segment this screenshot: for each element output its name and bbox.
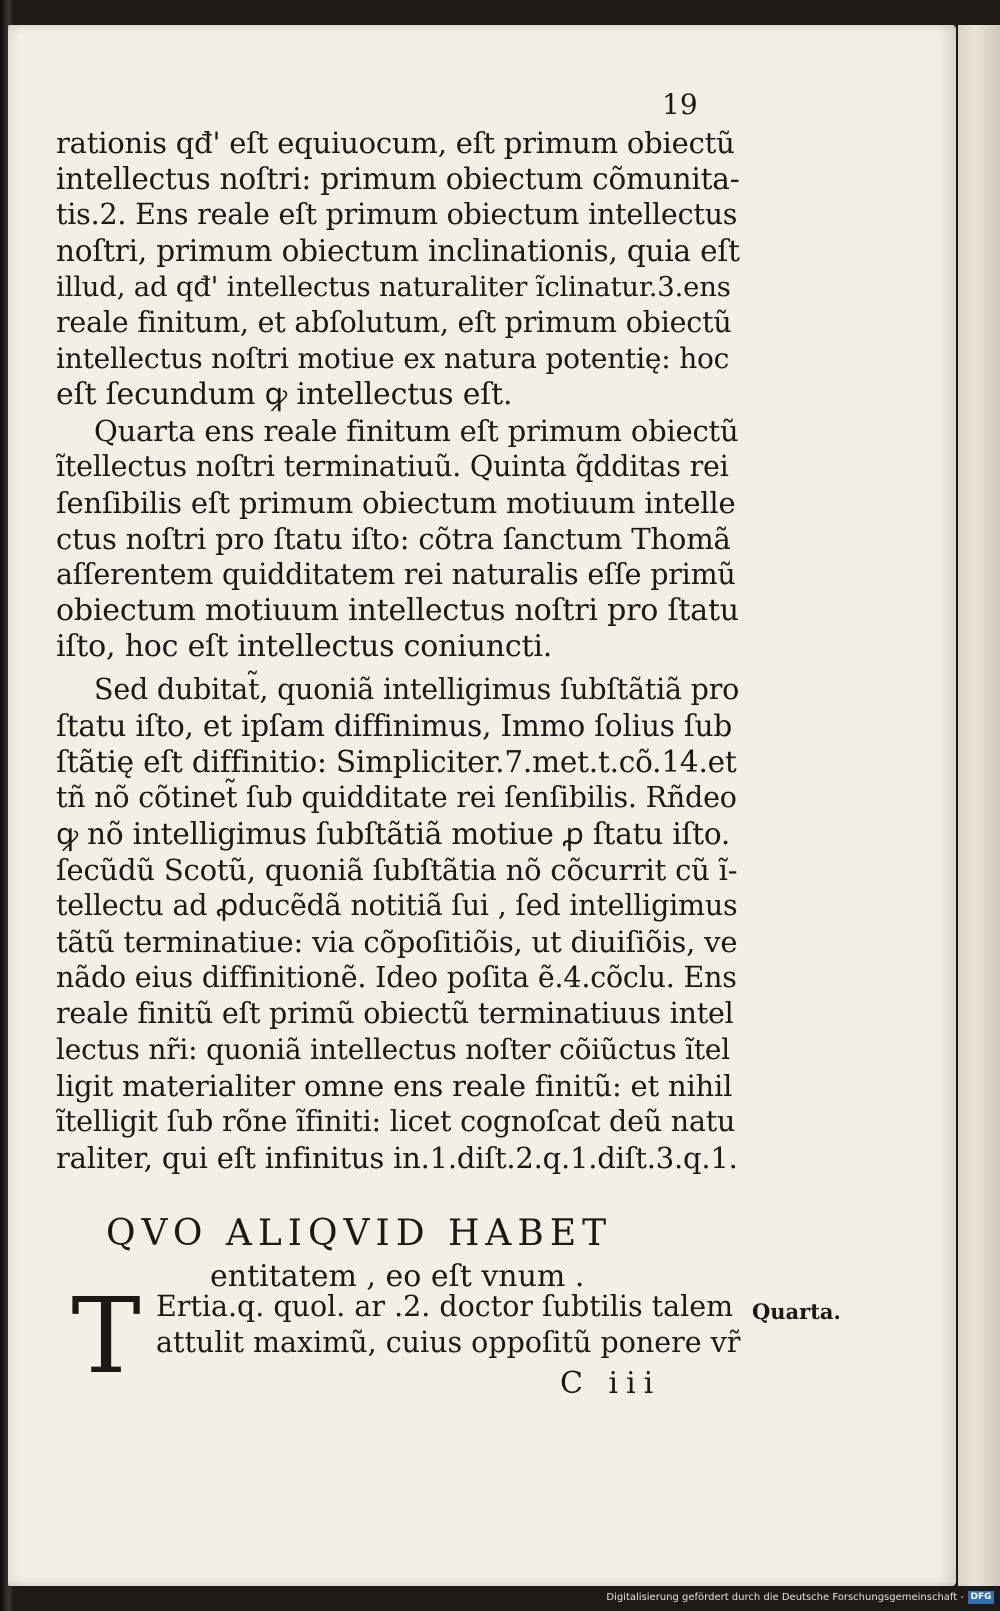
text-line: intellectus noſtri motiue ex natura potentię: hoc xyxy=(56,342,730,375)
text-line: noſtri, primum obiectum inclinationis, quia eſt xyxy=(56,234,740,268)
text-line: Ertia.q. quol. ar .2. doctor ſubtilis talem xyxy=(156,1290,734,1323)
paragraph-start-line: Sed dubitat̃, quoniã intelligimus ſubſtãtiã pro xyxy=(94,673,740,706)
text-line: tellectu ad ꝓducẽdã notitiã ſui , ſed intelligimus xyxy=(56,889,738,922)
text-line: rationis qđ' eſt equiuocum, eſt primum obiectũ xyxy=(56,126,735,160)
text-line: ligit materialiter omne ens reale finitũ: et nihil xyxy=(56,1069,733,1103)
signature-mark: C iii xyxy=(560,1366,662,1401)
text-line: iſto, hoc eſt intellectus coniuncti. xyxy=(56,629,553,664)
text-line: ſecũdũ Scotũ, quoniã ſubſtãtia nõ cõcurrit cũ ĩ- xyxy=(56,853,738,887)
paragraph-start-line: Quarta ens reale finitum eſt primum obiectũ xyxy=(94,414,739,448)
section-heading: QVO ALIQVID HABET xyxy=(106,1213,613,1254)
text-line: intellectus noſtri: primum obiectum cõmunita- xyxy=(56,162,740,196)
page-edge xyxy=(958,25,1000,1586)
text-line: aſſerentem quidditatem rei naturalis eſſe primũ xyxy=(56,558,736,591)
dfg-logo: DFG xyxy=(968,1591,994,1604)
text-line: reale finitũ eſt primũ obiectũ terminatiuus intel xyxy=(56,997,734,1030)
text-line: raliter, qui eſt infinitus in.1.diſt.2.q.1.diſt.3.q.1. xyxy=(56,1141,738,1175)
page-number: 19 xyxy=(662,88,698,121)
text-line: attulit maximũ, cuius oppoſitũ ponere vr̃ xyxy=(156,1326,741,1359)
text-line: ꝙ nõ intelligimus ſubſtãtiã motiue ꝓ ſtatu iſto. xyxy=(56,817,731,851)
text-line: ſtatu iſto, et ipſam diffinimus, Immo ſolius ſub xyxy=(56,709,733,743)
margin-note: Quarta. xyxy=(752,1299,841,1324)
text-line: eſt ſecundum ꝙ intellectus eſt. xyxy=(56,377,513,412)
text-line: ĩtellectus noſtri terminatiuũ. Quinta q̃dditas rei xyxy=(56,450,729,483)
text-line: obiectum motiuum intellectus noſtri pro ſtatu xyxy=(56,593,739,628)
text-line: lectus nr̃i: quoniã intellectus noſter cõiũctus ĩtel xyxy=(56,1033,731,1066)
text-line: ſtãtię eſt diffinitio: Simpliciter.7.met.t.cõ.14.et xyxy=(56,745,737,779)
section-subheading: entitatem , eo eſt vnum . xyxy=(210,1259,585,1294)
text-line: ctus noſtri pro ſtatu iſto: cõtra ſanctum Thomã xyxy=(56,522,731,556)
text-line: ſenſibilis eſt primum obiectum motiuum intelle xyxy=(56,486,736,520)
text-line: tis.2. Ens reale eſt primum obiectum intellectus xyxy=(56,198,738,231)
text-line: ĩtelligit ſub rõne ĩfiniti: licet cognoſcat deũ natu xyxy=(56,1105,736,1138)
text-line: nãdo eius diffinitionẽ. Ideo poſita ẽ.4.cõclu. Ens xyxy=(56,961,737,994)
digitization-credit: Digitalisierung gefördert durch die Deutsche Forschungsgemeinschaft - xyxy=(606,1592,964,1603)
text-line: tãtũ terminatiue: via cõpoſitiõis, ut diuiſiõis, ve xyxy=(56,925,738,959)
text-line: illud, ad qđ' intellectus naturaliter ĩclinatur.3.ens xyxy=(56,271,731,303)
drop-cap-initial: T xyxy=(71,1275,141,1397)
text-line: tñ nõ cõtinet̃ ſub quidditate rei ſenſibilis. Rñdeo xyxy=(56,781,737,814)
text-line: reale finitum, et abſolutum, eſt primum obiectũ xyxy=(56,306,732,339)
